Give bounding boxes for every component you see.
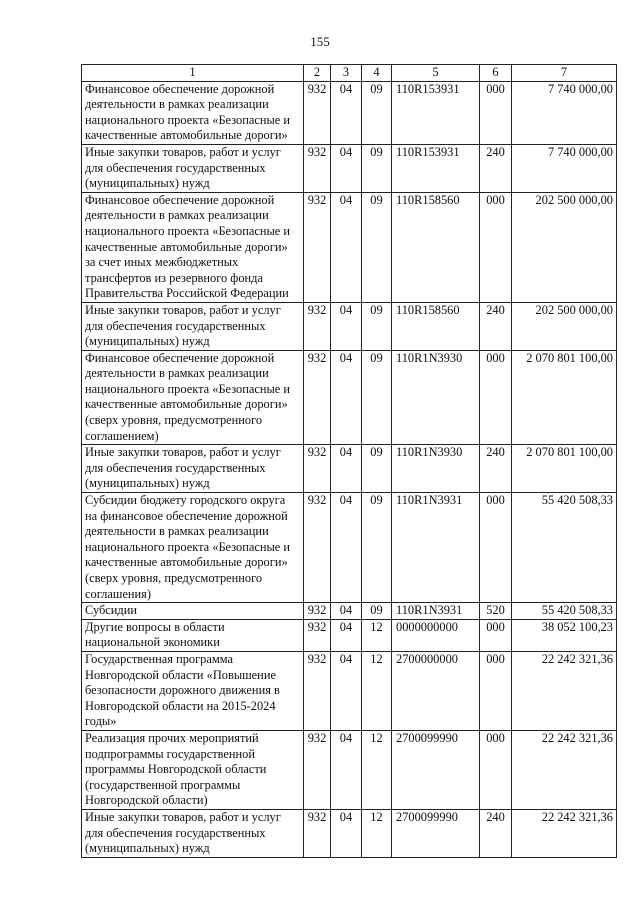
row-amount: 22 242 321,36 [512, 651, 617, 730]
table-row [82, 809, 617, 857]
table-row [82, 144, 617, 192]
row-ministry-code: 932 [304, 445, 331, 493]
header-col-1: 1 [82, 65, 304, 82]
budget-table [81, 64, 617, 858]
row-ministry-code: 932 [304, 809, 331, 857]
header-col-5: 5 [392, 65, 480, 82]
row-subsection-code: 09 [362, 445, 392, 493]
row-target-code: 110R1N3930 [392, 350, 480, 445]
row-target-code: 110R1N3931 [392, 493, 480, 603]
header-col-4: 4 [362, 65, 392, 82]
row-amount: 22 242 321,36 [512, 809, 617, 857]
page-number: 155 [310, 34, 330, 49]
row-expense-type-code: 000 [480, 350, 512, 445]
row-description: Реализация прочих мероприятий подпрограммы государственной программы Новгородской области (государственной программы Новгородской области) [82, 730, 304, 809]
row-expense-type-code: 000 [480, 81, 512, 144]
row-subsection-code: 12 [362, 651, 392, 730]
row-amount: 2 070 801 100,00 [512, 445, 617, 493]
row-section-code: 04 [331, 603, 362, 620]
row-subsection-code: 09 [362, 81, 392, 144]
row-section-code: 04 [331, 302, 362, 350]
row-subsection-code: 12 [362, 730, 392, 809]
row-expense-type-code: 240 [480, 144, 512, 192]
row-ministry-code: 932 [304, 493, 331, 603]
row-amount: 7 740 000,00 [512, 81, 617, 144]
row-target-code: 110R153931 [392, 81, 480, 144]
table-row [82, 619, 617, 651]
row-amount: 202 500 000,00 [512, 192, 617, 302]
header-col-3: 3 [331, 65, 362, 82]
row-ministry-code: 932 [304, 81, 331, 144]
row-ministry-code: 932 [304, 619, 331, 651]
row-expense-type-code: 240 [480, 809, 512, 857]
row-ministry-code: 932 [304, 350, 331, 445]
row-ministry-code: 932 [304, 603, 331, 620]
row-amount: 2 070 801 100,00 [512, 350, 617, 445]
header-col-2: 2 [304, 65, 331, 82]
row-amount: 55 420 508,33 [512, 493, 617, 603]
row-amount: 7 740 000,00 [512, 144, 617, 192]
row-section-code: 04 [331, 493, 362, 603]
row-target-code: 2700099990 [392, 809, 480, 857]
row-section-code: 04 [331, 809, 362, 857]
row-target-code: 110R153931 [392, 144, 480, 192]
row-expense-type-code: 000 [480, 619, 512, 651]
table-row [82, 493, 617, 603]
row-ministry-code: 932 [304, 651, 331, 730]
row-ministry-code: 932 [304, 302, 331, 350]
row-description: Иные закупки товаров, работ и услуг для обеспечения государственных (муниципальных) нужд [82, 445, 304, 493]
row-expense-type-code: 240 [480, 445, 512, 493]
row-target-code: 110R158560 [392, 192, 480, 302]
row-description: Государственная программа Новгородской области «Повышение безопасности дорожного движения в Новгородской области на 2015-2024 годы» [82, 651, 304, 730]
row-target-code: 2700099990 [392, 730, 480, 809]
row-section-code: 04 [331, 651, 362, 730]
table-row [82, 81, 617, 144]
row-target-code: 0000000000 [392, 619, 480, 651]
row-target-code: 2700000000 [392, 651, 480, 730]
table-row [82, 730, 617, 809]
row-subsection-code: 09 [362, 302, 392, 350]
row-description: Субсидии [82, 603, 304, 620]
table-row [82, 651, 617, 730]
row-subsection-code: 09 [362, 144, 392, 192]
row-subsection-code: 09 [362, 493, 392, 603]
row-expense-type-code: 000 [480, 651, 512, 730]
row-section-code: 04 [331, 350, 362, 445]
row-subsection-code: 09 [362, 192, 392, 302]
row-amount: 202 500 000,00 [512, 302, 617, 350]
table-row [82, 603, 617, 620]
table-row [82, 445, 617, 493]
row-expense-type-code: 000 [480, 730, 512, 809]
row-description: Иные закупки товаров, работ и услуг для обеспечения государственных (муниципальных) нужд [82, 144, 304, 192]
row-subsection-code: 09 [362, 603, 392, 620]
row-description: Иные закупки товаров, работ и услуг для обеспечения государственных (муниципальных) нужд [82, 809, 304, 857]
table-row [82, 302, 617, 350]
row-ministry-code: 932 [304, 192, 331, 302]
header-row [82, 65, 617, 82]
row-amount: 38 052 100,23 [512, 619, 617, 651]
row-section-code: 04 [331, 144, 362, 192]
row-description: Финансовое обеспечение дорожной деятельности в рамках реализации национального проекта «Безопасные и качественные автомобильные дороги» за счет иных межбюджетных трансфертов из резервного фонда Правительства Российской Федерации [82, 192, 304, 302]
row-target-code: 110R158560 [392, 302, 480, 350]
row-section-code: 04 [331, 619, 362, 651]
row-section-code: 04 [331, 192, 362, 302]
row-subsection-code: 09 [362, 350, 392, 445]
header-col-7: 7 [512, 65, 617, 82]
row-section-code: 04 [331, 730, 362, 809]
table-row [82, 350, 617, 445]
row-description: Финансовое обеспечение дорожной деятельности в рамках реализации национального проекта «Безопасные и качественные автомобильные дороги» [82, 81, 304, 144]
row-ministry-code: 932 [304, 144, 331, 192]
row-description: Другие вопросы в области национальной экономики [82, 619, 304, 651]
row-expense-type-code: 240 [480, 302, 512, 350]
row-section-code: 04 [331, 445, 362, 493]
row-expense-type-code: 000 [480, 493, 512, 603]
row-description: Субсидии бюджету городского округа на финансовое обеспечение дорожной деятельности в рамках реализации национального проекта «Безопасные и качественные автомобильные дороги» (сверх уровня, предусмотренного соглашения) [82, 493, 304, 603]
row-expense-type-code: 000 [480, 192, 512, 302]
row-target-code: 110R1N3931 [392, 603, 480, 620]
table-row [82, 192, 617, 302]
row-target-code: 110R1N3930 [392, 445, 480, 493]
row-subsection-code: 12 [362, 809, 392, 857]
row-description: Финансовое обеспечение дорожной деятельности в рамках реализации национального проекта «Безопасные и качественные автомобильные дороги» (сверх уровня, предусмотренного соглашением) [82, 350, 304, 445]
row-subsection-code: 12 [362, 619, 392, 651]
row-amount: 55 420 508,33 [512, 603, 617, 620]
row-section-code: 04 [331, 81, 362, 144]
row-amount: 22 242 321,36 [512, 730, 617, 809]
header-col-6: 6 [480, 65, 512, 82]
row-description: Иные закупки товаров, работ и услуг для обеспечения государственных (муниципальных) нужд [82, 302, 304, 350]
row-ministry-code: 932 [304, 730, 331, 809]
row-expense-type-code: 520 [480, 603, 512, 620]
